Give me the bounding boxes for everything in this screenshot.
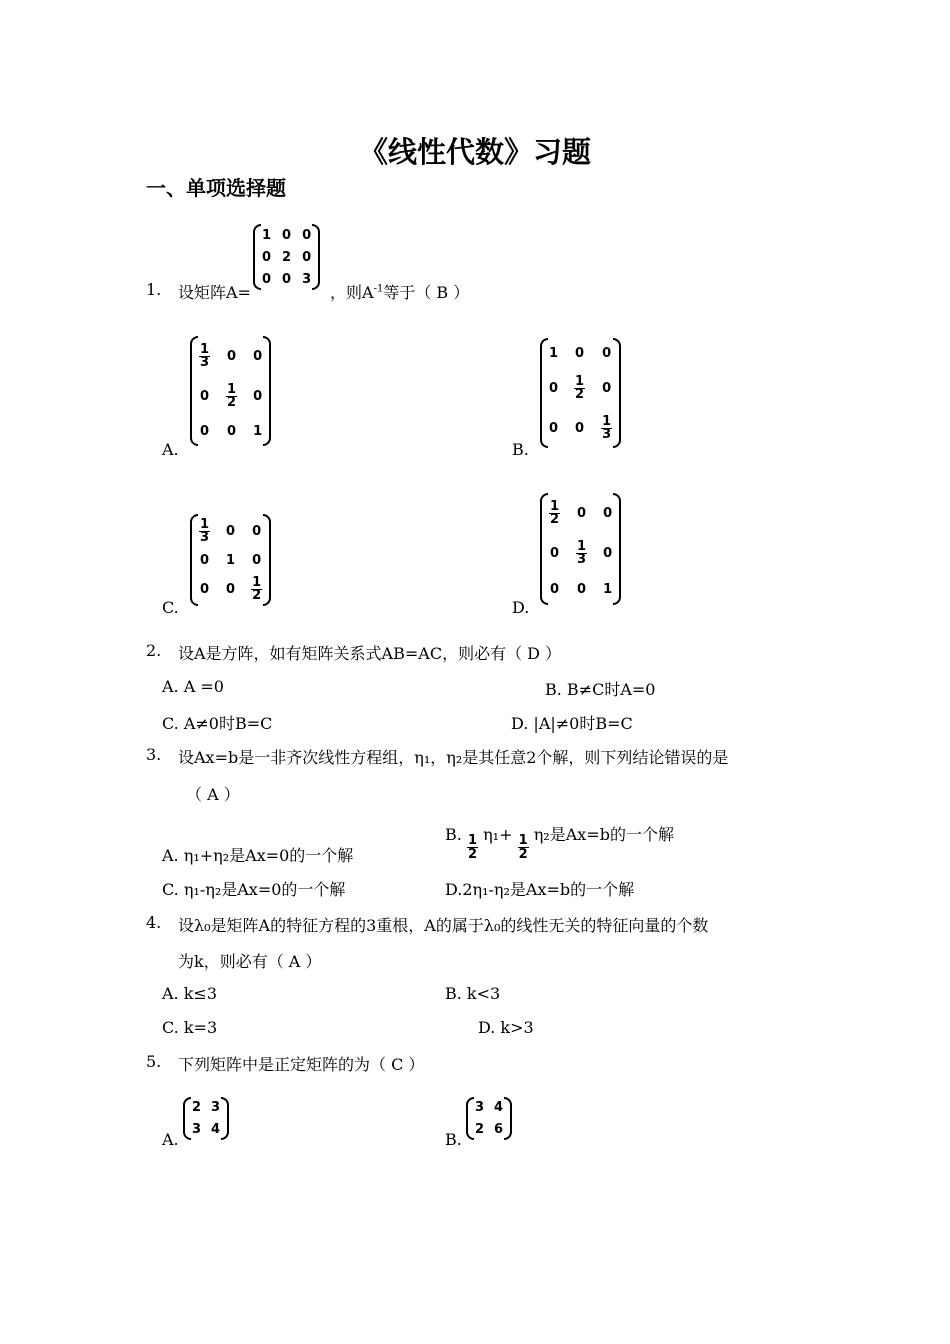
matrix-cell: 1 [262,227,272,243]
q2-option-d: D. |A|≠0时B=C [511,714,633,733]
q3-option-a: A. η₁+η₂是Ax=0的一个解 [162,846,354,865]
q2-option-c: C. A≠0时B=C [162,714,273,733]
q5-number: 5. [146,1052,162,1071]
matrix-cell: 1 [603,582,613,598]
matrix-cell: 0 [302,227,312,243]
matrix-cell: 0 [200,552,210,568]
matrix-cell: 0 [253,348,263,364]
q5-option-b-label: B. [445,1130,462,1149]
q5-option-a-label: A. [162,1130,179,1149]
q5-text: 下列矩阵中是正定矩阵的为（ C ） [178,1055,425,1074]
matrix-cell: 2 [282,249,292,265]
left-bracket [190,514,198,606]
matrix-cell: 0 [200,388,210,404]
q4-number: 4. [146,913,162,932]
matrix-cell: 0 [577,505,587,521]
section-heading: 一、单项选择题 [146,176,286,200]
matrix-cell: 0 [603,546,613,562]
matrix-cell: 0 [602,380,612,396]
matrix-cell: 0 [603,505,613,521]
q4-option-c: C. k=3 [162,1018,218,1037]
matrix-cell: 0 [262,249,272,265]
right-bracket [504,1097,512,1140]
matrix-cell: 0 [200,423,210,439]
matrix-cell: 0 [262,271,272,287]
right-bracket [312,224,320,290]
right-bracket [221,1097,229,1140]
matrix-cell: 3 [302,271,312,287]
matrix-cell: 6 [494,1121,504,1137]
matrix-cell: 0 [577,582,587,598]
q1-option-a-label: A. [162,440,179,459]
q5-option-b-matrix [466,1097,512,1140]
q4-option-b: B. k<3 [445,984,501,1003]
left-bracket [540,493,548,605]
matrix-cell: 3 [475,1100,485,1116]
matrix-cell: 0 [602,345,612,361]
matrix-cell: 2 [192,1100,202,1116]
matrix-cell: 3 [192,1121,202,1137]
q3-option-c: C. η₁-η₂是Ax=0的一个解 [162,880,346,899]
matrix-cell: 0 [226,523,236,539]
q1-option-b-matrix [540,338,621,448]
document-title: 《线性代数》习题 [358,135,591,169]
q1-option-d-matrix [540,493,621,605]
matrix-cell: 0 [282,227,292,243]
q2-option-a: A. A =0 [162,677,224,696]
matrix-cell: $\frac{1}{2}$ [252,574,262,603]
right-bracket [263,336,271,446]
matrix-cell: 2 [475,1121,485,1137]
matrix-cell: 0 [226,581,236,597]
right-bracket [613,338,621,448]
matrix-cell: 0 [252,552,262,568]
left-bracket [540,338,548,448]
q5-option-a-matrix [183,1097,229,1140]
matrix-cell: 1 [226,552,236,568]
matrix-cell: $\frac{1}{3}$ [200,516,210,545]
matrix-cell: $\frac{1}{2}$ [227,381,237,410]
q1-number: 1. [146,280,162,299]
q3-option-b: B. $\frac{1}{2}$ η₁+ $\frac{1}{2}$ η₂是Ax=b的一个解 [445,825,674,862]
left-bracket [183,1097,191,1140]
left-bracket [253,224,261,290]
matrix-cell: $\frac{1}{2}$ [575,373,585,402]
left-bracket [466,1097,474,1140]
fraction-one-half: $\frac{1}{2}$ [518,833,528,862]
matrix-cell: 4 [494,1100,504,1116]
q4-option-a: A. k≤3 [162,984,218,1003]
matrix-cell: 0 [550,582,560,598]
matrix-cell: 1 [253,423,263,439]
matrix-cell: 0 [252,523,262,539]
matrix-cell: 0 [575,420,585,436]
matrix-cell: 0 [549,420,559,436]
q1-option-c-label: C. [162,598,179,617]
matrix-cell: 0 [200,581,210,597]
q1-text: ，则$A^{-1}$等于（ B ） [330,283,470,302]
q4-text-line2: 为k，则必有（ A ） [178,952,322,971]
matrix-cell: 4 [211,1121,221,1137]
fraction-one-half: $\frac{1}{2}$ [467,833,477,862]
matrix-cell: $\frac{1}{3}$ [577,539,587,568]
q2-number: 2. [146,641,162,660]
q2-option-b: B. B≠C时A=0 [545,680,656,699]
matrix-cell: 0 [550,546,560,562]
q4-option-d: D. k>3 [478,1018,534,1037]
q3-option-d: D.2η₁-η₂是Ax=b的一个解 [445,880,635,899]
matrix-cell: $\frac{1}{2}$ [550,498,560,527]
q1-matrix [253,224,320,290]
matrix-cell: 0 [575,345,585,361]
q1-option-d-label: D. [512,598,530,617]
matrix-cell: $\frac{1}{3}$ [200,341,210,370]
q1-option-c-matrix [190,514,271,606]
matrix-cell: $\frac{1}{3}$ [602,413,612,442]
q3-text-line1: 设Ax=b是一非齐次线性方程组，η₁，η₂是其任意2个解，则下列结论错误的是 [178,748,729,767]
matrix-cell: 0 [282,271,292,287]
left-bracket [190,336,198,446]
q4-text-line1: 设λ₀是矩阵A的特征方程的3重根，A的属于λ₀的线性无关的特征向量的个数 [178,916,709,935]
matrix-cell: 0 [302,249,312,265]
q1-option-a-matrix [190,336,271,446]
q3-number: 3. [146,745,162,764]
matrix-cell: 3 [211,1100,221,1116]
right-bracket [263,514,271,606]
matrix-cell: 0 [253,388,263,404]
q1-option-b-label: B. [512,440,529,459]
matrix-cell: 0 [227,423,237,439]
q2-text: 设A是方阵，如有矩阵关系式AB=AC，则必有（ D ） [178,644,562,663]
q1-text-pre: 设矩阵A= [178,283,251,302]
q3-text-line2: （ A ） [186,785,240,804]
right-bracket [613,493,621,605]
matrix-cell: 0 [227,348,237,364]
matrix-cell: 0 [549,380,559,396]
matrix-cell: 1 [549,345,559,361]
